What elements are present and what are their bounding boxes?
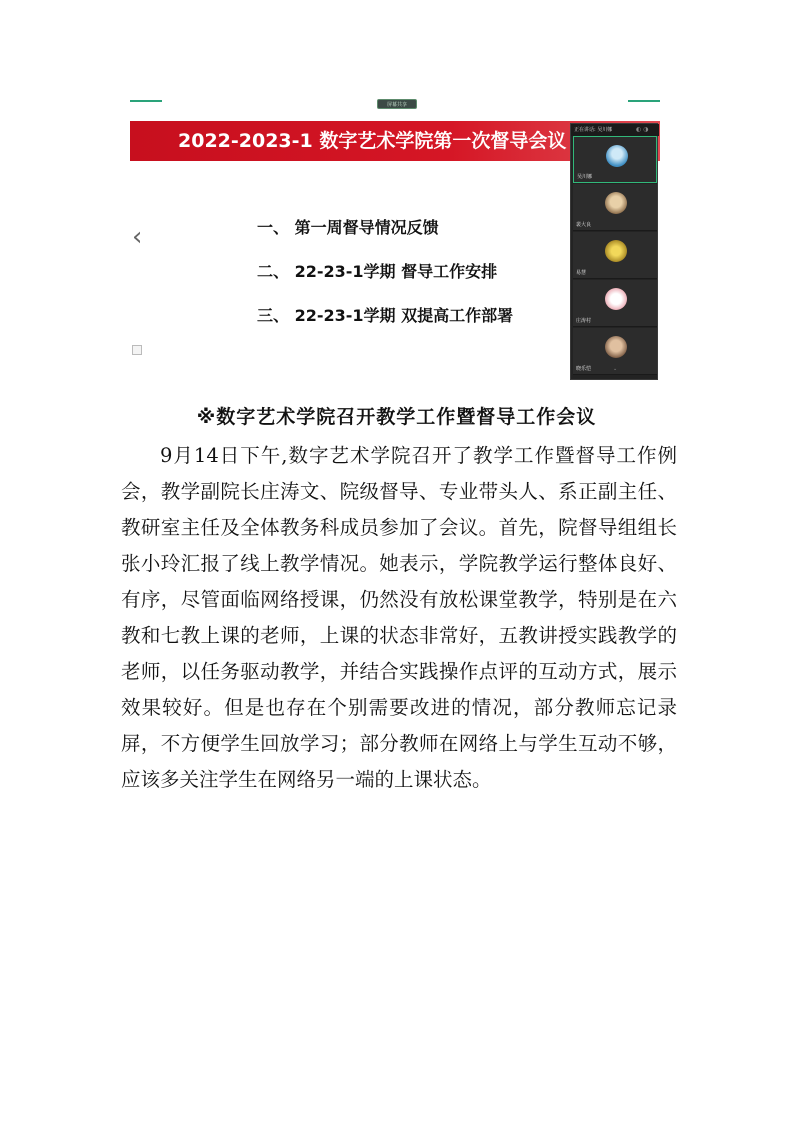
participant-tile[interactable] [573, 280, 657, 327]
article-headline: ※数字艺术学院召开教学工作暨督导工作会议 [196, 406, 597, 428]
participant-name: 裴大良 [576, 222, 592, 228]
screen-share-indicator[interactable]: 屏幕共享 [377, 99, 417, 109]
meeting-screenshot [130, 95, 660, 382]
agenda-item-2: 二、 22-23-1学期 督导工作安排 [257, 262, 498, 281]
agenda-item-3: 三、 22-23-1学期 双提高工作部署 [257, 306, 514, 325]
participant-name: 吴川娜 [577, 174, 593, 180]
participant-tile[interactable] [573, 232, 657, 279]
slide-title: 2022-2023-1 数字艺术学院第一次督导会议 [178, 130, 567, 152]
avatar [605, 240, 627, 262]
avatar [605, 336, 627, 358]
participant-name: 庄涛村 [576, 318, 592, 324]
participant-name: 晓乐恺 [576, 366, 592, 372]
prev-slide-arrow-icon[interactable]: ‹ [132, 222, 143, 252]
participant-panel [570, 123, 658, 380]
window-controls-icon[interactable]: ◐ ◑ [636, 126, 649, 133]
slide-thumbnail-icon[interactable] [132, 345, 142, 355]
avatar [605, 288, 627, 310]
avatar [606, 145, 628, 167]
participant-tile[interactable] [573, 184, 657, 231]
participant-name: 易慧 [576, 270, 587, 276]
participant-tile[interactable] [573, 328, 657, 375]
agenda-item-1: 一、 第一周督导情况反馈 [257, 218, 439, 237]
slide-decor-line-right [628, 100, 660, 102]
participant-tile[interactable] [573, 136, 657, 183]
slide-decor-line-left [130, 100, 162, 102]
speaking-indicator: 正在讲话: 吴川娜 [571, 124, 659, 136]
chevron-down-icon[interactable]: ⌄ [613, 366, 618, 372]
avatar [605, 192, 627, 214]
article-body: 9月14日下午,数字艺术学院召开了教学工作暨督导工作例会，教学副院长庄涛文、院级督导、专业带头人、系正副主任、教研室主任及全体教务科成员参加了会议。首先，院督导组组长张小玲汇报了线上教学情况。她表示，学院教学运行整体良好、有序，尽管面临网络授课，仍然没有放松课堂教学，特别是在六教和七教上课的老师，上课的状态非常好，五教讲授实践教学的老师，以任务驱动教学，并结合实践操作点评的互动方式，展示效果较好。但是也存在个别需要改进的情况，部分教师忘记录屏，不方便学生回放学习；部分教师在网络上与学生互动不够，应该多关注学生在网络另一端的上课状态。 [121, 444, 677, 791]
